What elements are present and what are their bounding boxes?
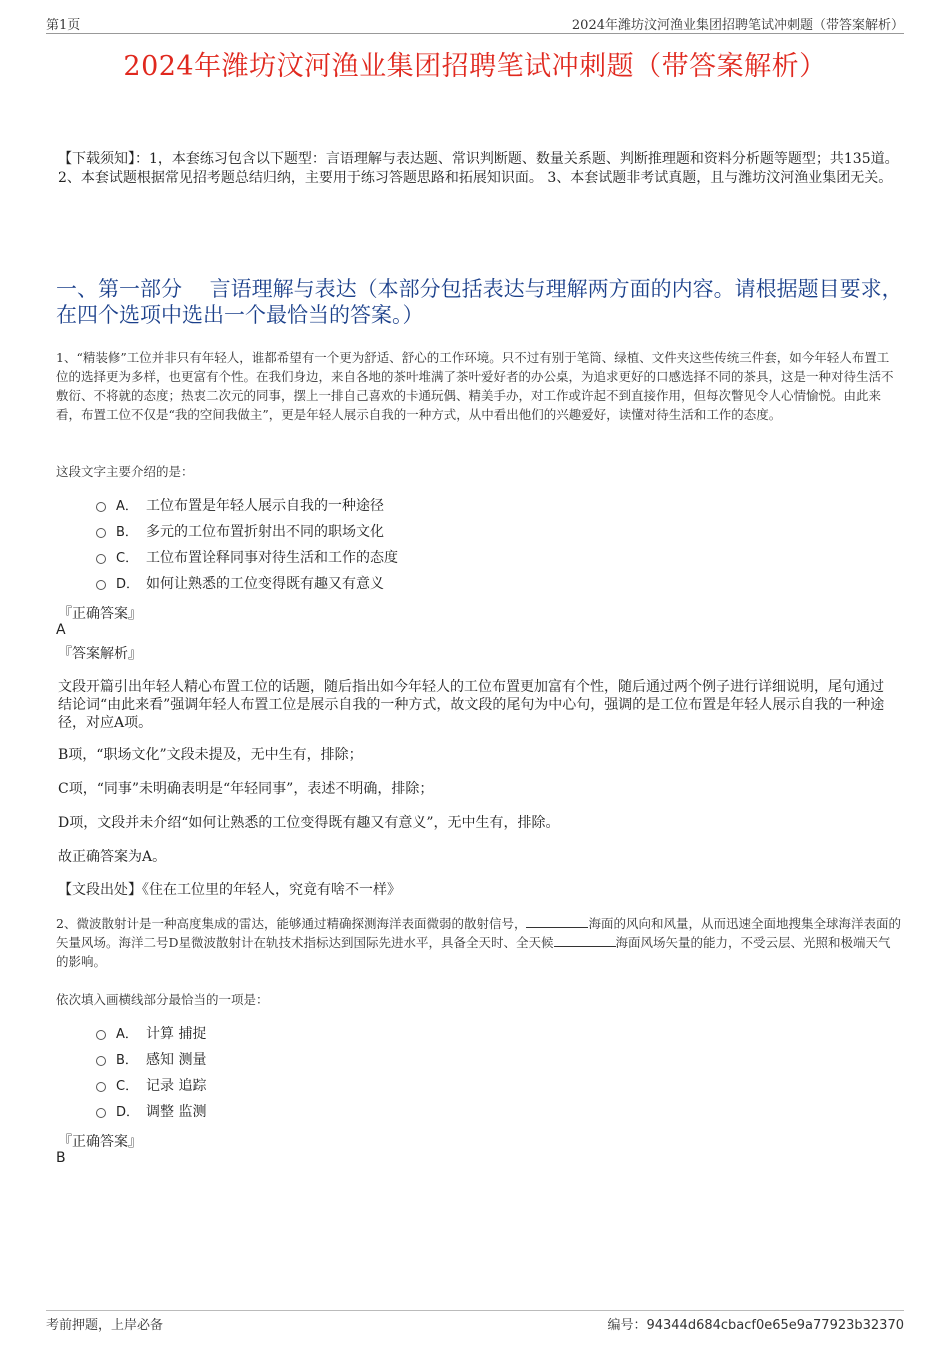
q1-option-b[interactable]: B． 多元的工位布置折射出不同的职场文化 [96,522,384,542]
footer-slogan: 考前押题，上岸必备 [46,1318,164,1333]
q1-option-a[interactable]: A． 工位布置是年轻人展示自我的一种途径 [96,496,384,516]
radio-icon[interactable] [96,1030,106,1040]
radio-icon[interactable] [96,1082,106,1092]
q1-answer-label: 『正确答案』 [58,606,142,622]
q2-answer: B [56,1150,66,1166]
radio-icon[interactable] [96,554,106,564]
radio-icon[interactable] [96,528,106,538]
download-notice: 【下载须知】：1，本套练习包含以下题型：言语理解与表达题、常识判断题、数量关系题、判断推理题和资料分析题等题型；共135道。 2、本套试题根据常见招考题总结归纳，主要用于练习答题思路和拓展知识面。 3、本套试题非考试真题，且与潍坊汶河渔业集团无关。 [58,151,899,186]
fill-blank-1 [526,915,588,928]
header-doc-title: 2024年潍坊汶河渔业集团招聘笔试冲刺题（带答案解析） [571,18,904,33]
header-divider [46,33,904,34]
radio-icon[interactable] [96,580,106,590]
radio-icon[interactable] [96,502,106,512]
fill-blank-2 [554,934,616,947]
q1-conclusion: 故正确答案为A。 [58,849,167,865]
q1-analysis-b: B项，“职场文化”文段未提及，无中生有，排除； [58,747,363,763]
question-1-text: 1、“精装修”工位并非只有年轻人，谁都希望有一个更为舒适、舒心的工作环境。只不过有别于笔筒、绿植、文件夹这些传统三件套，如今年轻人布置工位的选择更为多样，也更富有个性。在我们身边，来自各地的茶叶堆满了茶叶爱好者的办公桌，为追求更好的口感选择不同的茶具，这是一种对待生活不敷衍、不将就的态度；热衷二次元的同事，摆上一排自己喜欢的卡通玩偶、精美手办，对工作或许起不到直接作用，但每次瞥见令人心情愉悦。由此来看，布置工位不仅是“我的空间我做主”，更是年轻人展示自我的一种方式，从中看出他们的兴趣爱好，读懂对待生活和工作的态度。 [56,350,894,422]
q1-analysis-label: 『答案解析』 [58,646,142,662]
question-1-prompt: 这段文字主要介绍的是： [56,464,194,479]
q2-option-b[interactable]: B． 感知 测量 [96,1050,206,1070]
question-2-text: 2、微波散射计是一种高度集成的雷达，能够通过精确探测海洋表面微弱的散射信号， 海面的风向和风量，从而迅速全面地搜集全球海洋表面的矢量风场。海洋二号D星微波散射计在轨技术指标达到国际先进水平，具备全天时、全天候 海面风场矢量的能力，不受云层、光照和极端天气的影响。 [56,916,901,969]
q2-option-d[interactable]: D． 调整 监测 [96,1102,206,1122]
page-number: 第1页 [46,18,81,33]
q1-option-c[interactable]: C． 工位布置诠释同事对待生活和工作的态度 [96,548,398,568]
q1-analysis-c: C项，“同事”未明确表明是“年轻同事”，表述不明确，排除； [58,781,434,797]
radio-icon[interactable] [96,1056,106,1066]
q1-answer: A [56,622,66,638]
footer-divider [46,1310,904,1311]
q2-option-c[interactable]: C． 记录 追踪 [96,1076,206,1096]
document-code: 编号：94344d684cbacf0e65e9a77923b32370 [607,1318,904,1333]
q2-answer-label: 『正确答案』 [58,1134,142,1150]
radio-icon[interactable] [96,1108,106,1118]
q1-source: 【文段出处】《住在工位里的年轻人，究竟有啥不一样》 [58,882,401,898]
q1-analysis-d: D项，文段并未介绍“如何让熟悉的工位变得既有趣又有意义”，无中生有，排除。 [58,815,560,831]
page-title: 2024年潍坊汶河渔业集团招聘笔试冲刺题（带答案解析） [123,51,827,82]
question-2-prompt: 依次填入画横线部分最恰当的一项是： [56,992,269,1007]
q2-option-a[interactable]: A． 计算 捕捉 [96,1024,206,1044]
section-title: 一、第一部分 言语理解与表达（本部分包括表达与理解两方面的内容。请根据题目要求，在四个选项中选出一个最恰当的答案。） [56,277,903,327]
q1-option-d[interactable]: D． 如何让熟悉的工位变得既有趣又有意义 [96,574,384,594]
q1-analysis-paragraph: 文段开篇引出年轻人精心布置工位的话题，随后指出如今年轻人的工位布置更加富有个性，随后通过两个例子进行详细说明，尾句通过结论词“由此来看”强调年轻人布置工位是展示自我的一种方式，故文段的尾句为中心句，强调的是工位布置是年轻人展示自我的一种途径，对应A项。 [58,679,885,731]
